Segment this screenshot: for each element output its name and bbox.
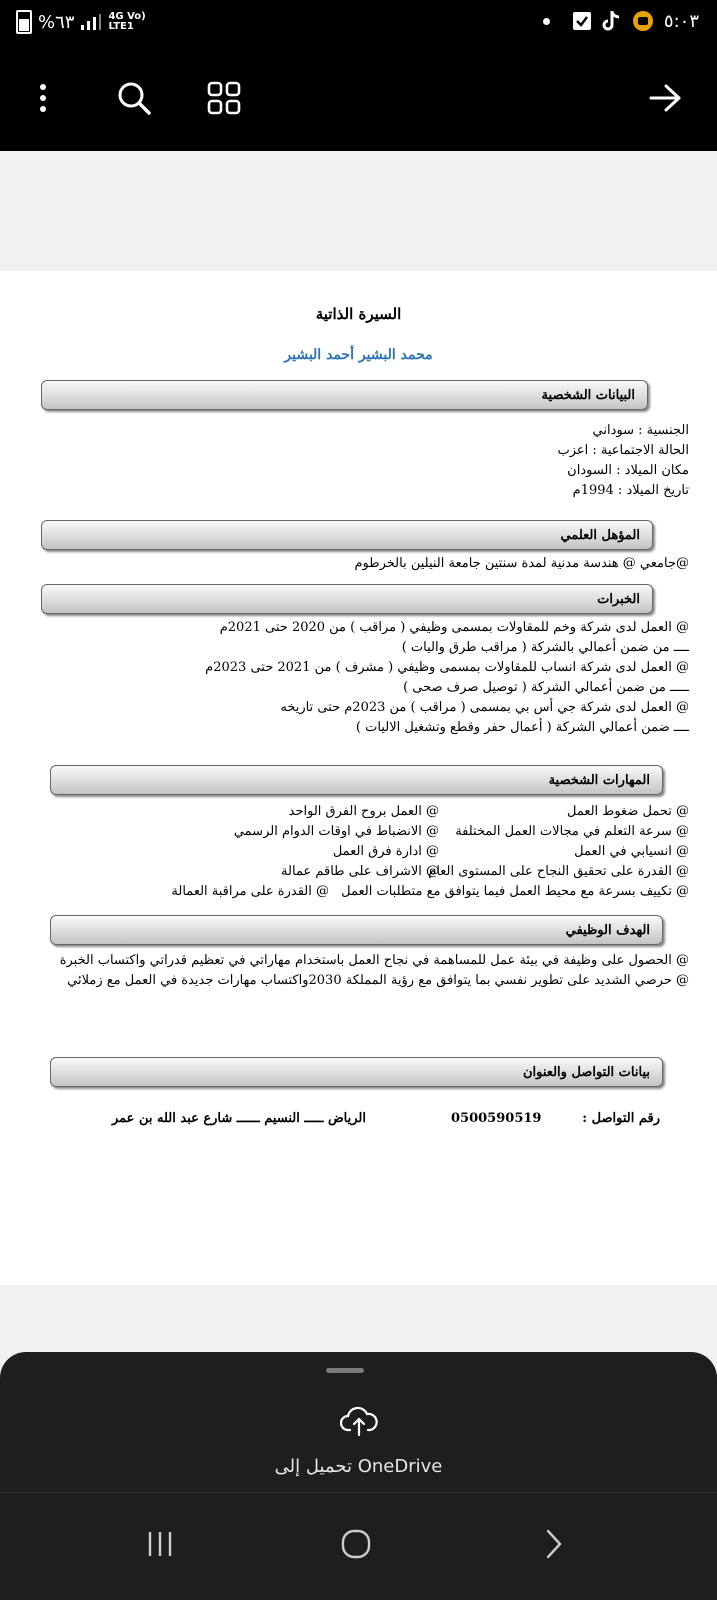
personal-line: تاريخ الميلاد : 1994م — [572, 483, 689, 498]
status-right — [543, 10, 699, 32]
clock: ٥:٠٣ — [663, 10, 699, 32]
experience-line: @ العمل لدى شركة جي أس بي بمسمى ( مراقب ) من 2023م حتى تاريخه — [280, 700, 689, 715]
skill-item: @ انسيابي في العمل — [574, 844, 689, 859]
skill-item: @ تكييف بسرعة مع محيط العمل فيما يتوافق مع متطلبات العمل — [341, 884, 689, 899]
back-icon[interactable] — [534, 1522, 574, 1566]
app-bar — [0, 48, 717, 151]
home-icon[interactable] — [334, 1522, 378, 1566]
applicant-name: محمد البشير أحمد البشير — [284, 347, 433, 363]
skills-row — [171, 842, 689, 862]
status-bar — [0, 0, 717, 48]
arrow-forward-icon[interactable] — [645, 76, 685, 120]
skills-row — [171, 882, 689, 902]
experience-info — [205, 618, 689, 738]
experience-line: @ العمل لدى شركة انساب للمقاولات بمسمى وظيفي ( مشرف ) من 2021 حتى 2023م — [205, 660, 689, 675]
skill-item: @ القدرة على تحقيق النجاح على المستوى العام — [428, 864, 689, 879]
objective-line: @ الحصول على وظيفة في بيئة عمل للمساهمة في نجاح العمل باستخدام مهاراتي في تعظيم قدراتي واكتساب الخبرة — [59, 953, 689, 968]
navigation-bar — [0, 1492, 717, 1600]
personal-info — [557, 421, 689, 501]
personal-line: الجنسية : سوداني — [592, 423, 689, 438]
section-personal-header: البيانات الشخصية — [41, 380, 648, 410]
notification-dot-icon — [543, 18, 550, 25]
personal-line: الحالة الاجتماعية : اعزب — [557, 443, 689, 458]
objective-line: @ حرصي الشديد على تطوير نفسي بما يتوافق مع رؤية المملكة 2030واكتساب مهارات جديدة في العمل مع زملائي — [67, 973, 689, 988]
skills-row — [171, 822, 689, 842]
drag-handle[interactable] — [326, 1368, 364, 1373]
education-info — [354, 554, 689, 574]
experience-line: ــــ من ضمن أعمالي بالشركة ( مراقب طرق واليات ) — [401, 640, 689, 655]
skill-item: @ سرعة التعلم في مجالات العمل المختلفة — [455, 824, 689, 839]
experience-line: ـــــ من ضمن أعمالي الشركة ( توصيل صرف صحى ) — [403, 680, 689, 695]
grid-view-icon[interactable] — [204, 76, 244, 120]
experience-line: ــــ ضمن أعمالي الشركة ( أعمال حفر وقطع وتشغيل الاليات ) — [355, 720, 689, 735]
checkbox-icon — [572, 11, 592, 31]
address: الرياض ـــــ النسيم ــــــ شارع عبد الله بن عمر — [111, 1111, 366, 1126]
skill-item: @ الاشراف على طاقم عمالة — [281, 864, 439, 879]
search-icon[interactable] — [112, 76, 156, 120]
tiktok-icon — [602, 10, 622, 32]
section-experience-header: الخبرات — [41, 584, 653, 614]
skills-row — [171, 802, 689, 822]
phone-number: 0500590519 — [451, 1111, 542, 1126]
personal-line: مكان الميلاد : السودان — [567, 463, 689, 478]
section-education-header: المؤهل العلمي — [41, 520, 653, 550]
document-title: السيرة الذاتية — [315, 305, 402, 323]
skill-item: @ الانضباط في اوقات الدوام الرسمي — [233, 824, 439, 839]
battery-icon — [16, 10, 32, 34]
bottom-sheet — [0, 1352, 717, 1492]
cloud-upload-icon — [340, 1406, 378, 1436]
section-objective-header: الهدف الوظيفي — [50, 915, 663, 945]
section-contact-header: بيانات التواصل والعنوان — [50, 1057, 663, 1087]
recents-icon[interactable] — [140, 1522, 180, 1566]
battery-percent: %٦٣ — [38, 11, 75, 33]
objective-info — [38, 951, 689, 991]
document-page — [0, 271, 717, 1285]
divider — [0, 1492, 717, 1493]
status-left — [16, 10, 146, 34]
skill-item: @ العمل بروح الفرق الواحد — [288, 804, 439, 819]
signal-icon — [80, 13, 102, 31]
network-type: 4G Vo) LTE1 — [108, 11, 146, 32]
section-skills-header: المهارات الشخصية — [50, 765, 663, 795]
app-notification-icon — [632, 10, 654, 32]
phone-label: رقم التواصل : — [582, 1111, 660, 1126]
more-vertical-icon[interactable] — [30, 76, 56, 120]
skill-item: @ تحمل ضغوط العمل — [566, 804, 689, 819]
skills-row — [171, 862, 689, 882]
skill-item: @ ادارة فرق العمل — [332, 844, 439, 859]
document-viewer[interactable] — [0, 151, 717, 1285]
education-line: @جامعي @ هندسة مدنية لمدة سنتين جامعة النيلين بالخرطوم — [354, 556, 689, 571]
skills-grid — [171, 802, 689, 902]
upload-onedrive-button[interactable] — [0, 1392, 717, 1492]
experience-line: @ العمل لدى شركة وخم للمقاولات بمسمى وظيفي ( مراقب ) من 2020 حتى 2021م — [219, 620, 689, 635]
skill-item: @ القدرة على مراقبة العمالة — [171, 884, 329, 899]
upload-onedrive-label: تحميل إلى OneDrive — [274, 1456, 443, 1477]
